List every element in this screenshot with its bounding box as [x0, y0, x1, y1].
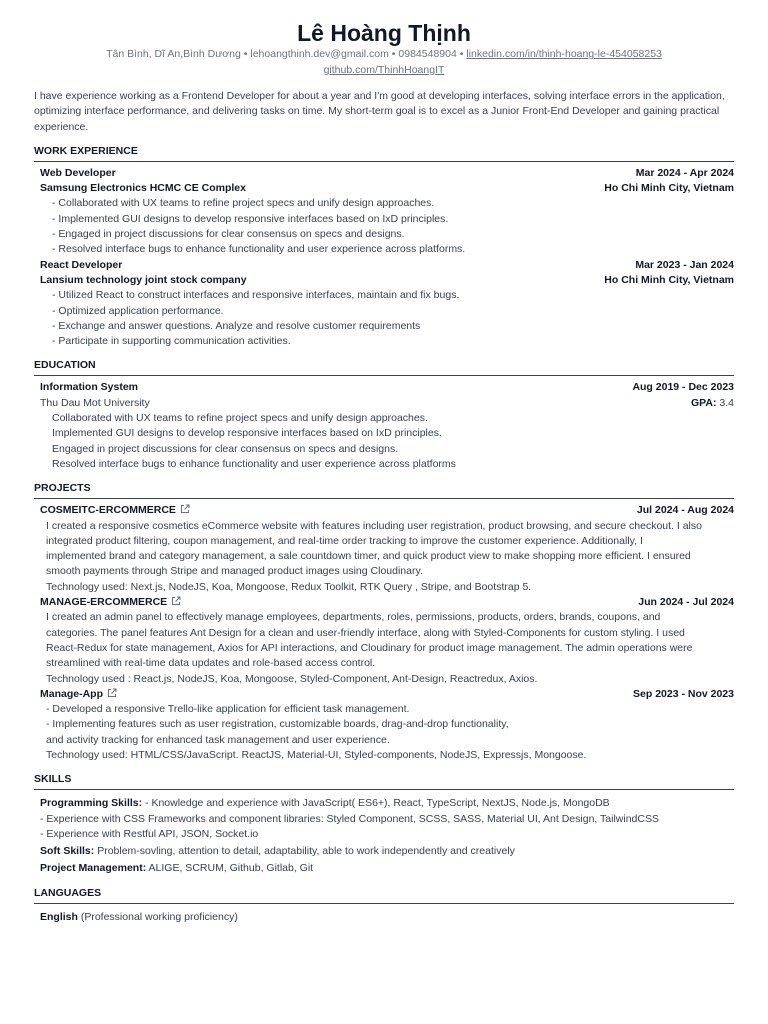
job-entry	[40, 258, 734, 350]
candidate-name: Lê Hoàng Thịnh	[297, 20, 471, 46]
programming-skill-line: - Knowledge and experience with JavaScript( ES6+), React, TypeScript, NextJS, Node.js, MongoDB	[145, 797, 610, 810]
language-name: English	[40, 910, 78, 923]
project-line: React-Redux for state management, Axios for API interactions, and Cloudinary for product image management. The admin operations were	[46, 641, 693, 654]
project-name[interactable]: MANAGE-ERCOMMERCE	[40, 596, 168, 609]
section-title-work: WORK EXPERIENCE	[34, 145, 734, 162]
job-bullet: - Resolved interface bugs to enhance functionality and user experience across platforms.	[52, 243, 466, 256]
job-bullet: - Implemented GUI designs to develop responsive interfaces based on IxD principles.	[52, 212, 449, 225]
project-entry	[40, 687, 734, 763]
project-line: implemented brand and category management, a sale countdown timer, and quick product view to make shopping more efficient. I ensured	[46, 550, 691, 563]
github-link[interactable]: github.com/ThinhHoangIT	[323, 64, 445, 76]
skills-section	[34, 796, 734, 876]
project-entry	[40, 503, 734, 595]
gpa-value: 3.4	[719, 396, 734, 409]
programming-skills	[40, 796, 734, 811]
job-company: Lansium technology joint stock company	[40, 273, 247, 286]
project-line: smooth payments through Stripe and managed product images using Cloudinary.	[46, 565, 423, 578]
section-title-education: EDUCATION	[34, 359, 734, 376]
external-link-icon[interactable]	[180, 504, 190, 514]
soft-skills-label: Soft Skills:	[40, 845, 95, 858]
job-role: Web Developer	[40, 166, 116, 179]
project-line: - Developed a responsive Trello-like application for efficient task management.	[46, 703, 410, 716]
projects-section	[34, 503, 734, 763]
job-bullet: - Exchange and answer questions. Analyze and resolve customer requirements	[52, 319, 421, 332]
project-name[interactable]: COSMEITC-ERCOMMERCE	[40, 504, 176, 517]
project-tech: Technology used: Next.js, NodeJS, Koa, Mongoose, Redux Toolkit, RTK Query , Stripe, and Bootstrap 5.	[46, 580, 532, 593]
education-line: Implemented GUI designs to develop responsive interfaces based on IxD principles.	[52, 427, 442, 440]
gpa	[691, 396, 734, 411]
project-title[interactable]	[40, 595, 181, 610]
project-tech: Technology used: HTML/CSS/JavaScript. ReactJS, Material-UI, Styled-components, NodeJS, Expressjs, Mongoose.	[46, 748, 587, 761]
school-name: Thu Dau Mot University	[40, 396, 150, 409]
project-line: I created an admin panel to effectively manage employees, departments, roles, permissions, products, orders, brands, coupons, and	[46, 611, 661, 624]
summary-text: I have experience working as a Frontend Developer for about a year and I'm good at developing interfaces, solving interface errors in the application, optimizing interface performance, and delivering tasks on time. My short-term goal is to excel as a Junior Front-End Developer and gaining practical experience.	[34, 90, 725, 133]
languages-section	[34, 910, 734, 925]
job-role: React Developer	[40, 258, 123, 271]
education-line: Engaged in project discussions for clear consensus on specs and designs.	[52, 442, 399, 455]
job-bullet: - Participate in supporting communication activities.	[52, 335, 291, 348]
separator: •	[243, 48, 248, 60]
email-text: lehoangthinh.dev@gmail.com	[250, 48, 389, 60]
job-bullet: - Collaborated with UX teams to refine project specs and unify design approaches.	[52, 197, 435, 210]
project-line: integrated product filtering, coupon management, and real-time order tracking to improve the customer experience. Additionally, I	[46, 534, 643, 547]
job-location: Ho Chi Minh City, Vietnam	[604, 182, 734, 195]
project-line: streamlined with real-time data updates and role-based access control.	[46, 657, 376, 670]
project-management	[40, 861, 734, 876]
project-management-value: ALIGE, SCRUM, Github, Gitlab, Git	[148, 862, 314, 875]
education-section	[34, 380, 734, 472]
project-dates: Jun 2024 - Jul 2024	[638, 596, 734, 609]
external-link-icon[interactable]	[171, 596, 181, 606]
contact-line	[34, 47, 734, 62]
education-line: Collaborated with UX teams to refine project specs and unify design approaches.	[52, 412, 428, 425]
job-bullet: - Utilized React to construct interfaces and responsive interfaces, maintain and fix bugs.	[52, 289, 460, 302]
job-bullet: - Optimized application performance.	[52, 304, 224, 317]
github-line	[34, 63, 734, 78]
project-title[interactable]	[40, 503, 190, 518]
section-title-projects: PROJECTS	[34, 482, 734, 499]
degree-name: Information System	[40, 381, 139, 394]
programming-skill-line: - Experience with Restful API, JSON, Socket.io	[40, 827, 259, 840]
project-title[interactable]	[40, 687, 117, 702]
linkedin-link[interactable]: linkedin.com/in/thinh-hoang-le-454058253	[466, 48, 662, 60]
project-name[interactable]: Manage-App	[40, 687, 103, 700]
gpa-label: GPA:	[690, 396, 717, 409]
education-dates: Aug 2019 - Dec 2023	[632, 381, 734, 394]
project-dates: Sep 2023 - Nov 2023	[633, 687, 734, 700]
job-company: Samsung Electronics HCMC CE Complex	[40, 182, 246, 195]
project-line: categories. The panel features Ant Design for a clean and user-friendly interface, along with Styled-Components for custom styling. I used	[46, 626, 685, 639]
project-line: - Implementing features such as user registration, customizable boards, drag-and-drop functionality,	[46, 718, 509, 731]
project-management-label: Project Management:	[40, 862, 147, 875]
programming-skill-line: - Experience with CSS Frameworks and component libraries: Styled Component, SCSS, SASS, Material UI, Ant Design, TailwindCSS	[40, 812, 659, 825]
job-dates: Mar 2024 - Apr 2024	[635, 166, 734, 179]
programming-skills-label: Programming Skills:	[40, 797, 143, 810]
project-tech: Technology used : React.js, NodeJS, Koa, Mongoose, Styled-Component, Ant-Design, Reactredux, Axios.	[46, 672, 538, 685]
job-entry	[40, 166, 734, 258]
separator: •	[459, 48, 464, 60]
section-title-languages: LANGUAGES	[34, 887, 734, 904]
job-bullet: - Engaged in project discussions for clear consensus on specs and designs.	[52, 228, 405, 241]
education-line: Resolved interface bugs to enhance functionality and user experience across platforms	[52, 457, 456, 470]
phone-text: 0984548904	[398, 48, 457, 60]
language-entry	[40, 910, 734, 925]
section-title-skills: SKILLS	[34, 773, 734, 790]
project-line: I created a responsive cosmetics eCommerce website with features including user registration, product browsing, and secure checkout. I also	[46, 519, 702, 532]
language-level: (Professional working proficiency)	[80, 910, 238, 923]
location-text: Tân Bình, Dĩ An,Bình Dương	[106, 48, 241, 60]
job-dates: Mar 2023 - Jan 2024	[635, 258, 734, 271]
job-location: Ho Chi Minh City, Vietnam	[604, 273, 734, 286]
project-entry	[40, 595, 734, 687]
separator: •	[391, 48, 396, 60]
project-line: and activity tracking for enhanced task management and user experience.	[46, 733, 390, 746]
work-section	[34, 166, 734, 350]
project-dates: Jul 2024 - Aug 2024	[636, 504, 734, 517]
soft-skills	[40, 844, 734, 859]
soft-skills-value: Problem-sovling, attention to detail, adaptability, able to work independently and creatively	[97, 845, 515, 858]
external-link-icon[interactable]	[107, 688, 117, 698]
